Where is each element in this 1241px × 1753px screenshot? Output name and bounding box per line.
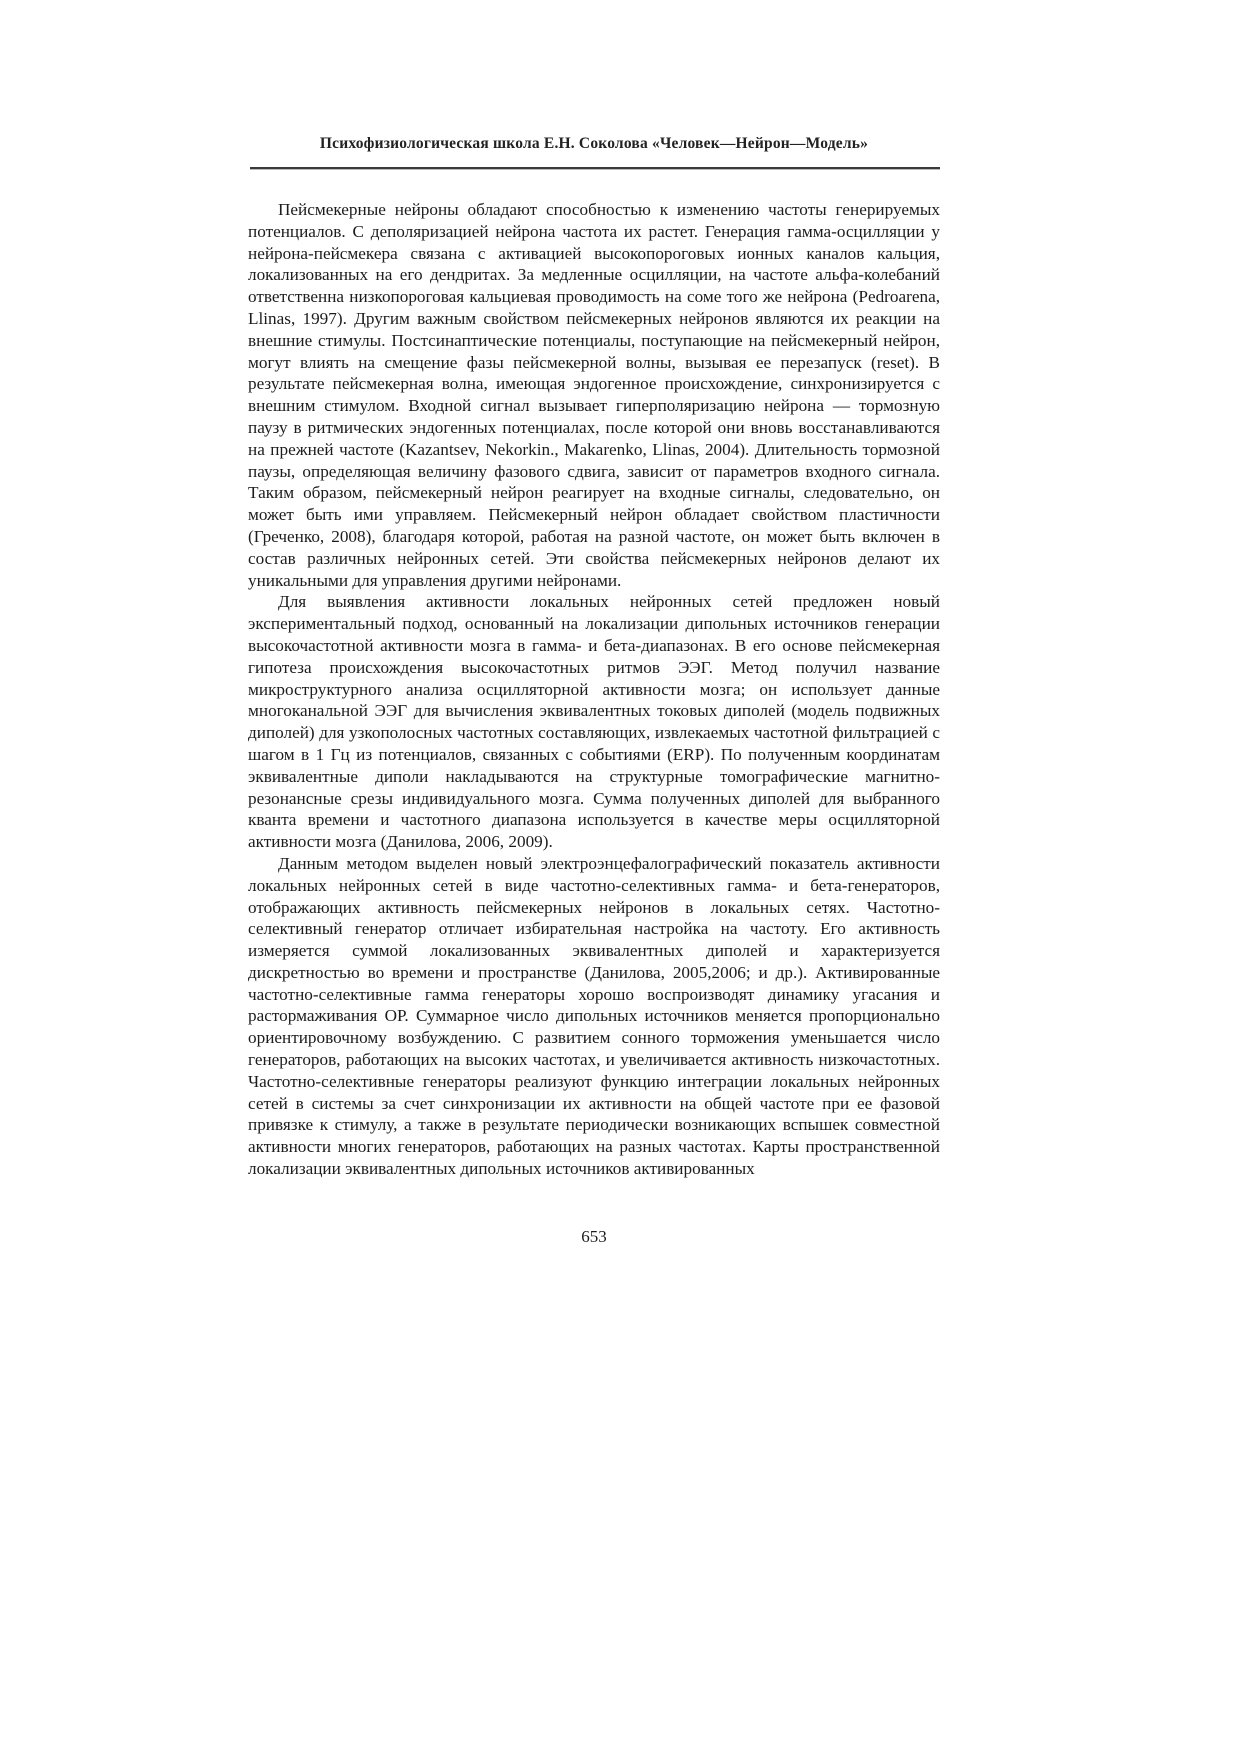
body-text [248,199,940,1180]
paragraph: Пейсмекерные нейроны обладают способностью к изменению частоты генерируемых потенциалов. С деполяризацией нейрона частота их растет. Генерация гамма-осцилляции у нейрона-пейсмекера связана с активацией высокопороговых ионных каналов кальция, локализованных на его дендритах. За медленные осцилляции, на частоте альфа-колебаний ответственна низкопороговая кальциевая проводимость на соме того же нейрона (Pedroarena, Llinas, 1997). Другим важным свойством пейсмекерных нейронов являются их реакции на внешние стимулы. Постсинаптические потенциалы, поступающие на пейсмекерный нейрон, могут влиять на смещение фазы пейсмекерной волны, вызывая ее перезапуск (reset). В результате пейсмекерная волна, имеющая эндогенное происхождение, синхронизируется с внешним стимулом. Входной сигнал вызывает гиперполяризацию нейрона — тормозную паузу в ритмических эндогенных потенциалах, после которой они вновь восстанавливаются на прежней частоте (Kazantsev, Nekorkin., Makarenko, Llinas, 2004). Длительность тормозной паузы, определяющая величину фазового сдвига, зависит от параметров входного сигнала. Таким образом, пейсмекерный нейрон реагирует на входные сигналы, следовательно, он может быть ими управляем. Пейсмекерный нейрон обладает свойством пластичности (Греченко, 2008), благодаря которой, работая на разной частоте, он может быть включен в состав различных нейронных сетей. Эти свойства пейсмекерных нейронов делают их уникальными для управления другими нейронами. [248,200,940,590]
paragraph: Для выявления активности локальных нейронных сетей предложен новый экспериментальный подход, основанный на локализации дипольных источников генерации высокочастотной активности мозга в гамма- и бета-диапазонах. В его основе пейсмекерная гипотеза происхождения высокочастотных ритмов ЭЭГ. Метод получил название микроструктурного анализа осцилляторной активности мозга; он использует данные многоканальной ЭЭГ для вычисления эквивалентных токовых диполей (модель подвижных диполей) для узкополосных частотных составляющих, извлекаемых частотной фильтрацией с шагом в 1 Гц из потенциалов, связанных с событиями (ERP). По полученным координатам эквивалентные диполи накладываются на структурные томографические магнитно-резонансные срезы индивидуального мозга. Сумма полученных диполей для выбранного кванта времени и частотного диапазона используется в качестве меры осцилляторной активности мозга (Данилова, 2006, 2009). [248,592,940,852]
paragraph: Данным методом выделен новый электроэнцефалографический показатель активности локальных нейронных сетей в виде частотно-селективных гамма- и бета-генераторов, отображающих активность пейсмекерных нейронов в локальных сетях. Частотно-селективный генератор отличает избирательная настройка на частоту. Его активность измеряется суммой локализованных эквивалентных диполей и характеризуется дискретностью во времени и пространстве (Данилова, 2005,2006; и др.). Активированные частотно-селективные гамма генераторы хорошо воспроизводят динамику угасания и растормаживания ОР. Суммарное число дипольных источников меняется пропорционально ориентировочному возбуждению. С развитием сонного торможения уменьшается число генераторов, работающих на высоких частотах, и увеличивается активность низкочастотных. Частотно-селективные генераторы реализуют функцию интеграции локальных нейронных сетей в системы за счет синхронизации их активности на общей частоте при ее фазовой привязке к стимулу, а также в результате периодически возникающих вспышек совместной активности многих генераторов, работающих на разных частотах. Карты пространственной локализации эквивалентных дипольных источников активированных [248,853,940,1179]
header-rule [250,167,940,170]
page-number: 653 [581,1227,607,1246]
running-head: Психофизиологическая школа Е.Н. Соколова «Человек—Нейрон—Модель» [319,135,869,152]
